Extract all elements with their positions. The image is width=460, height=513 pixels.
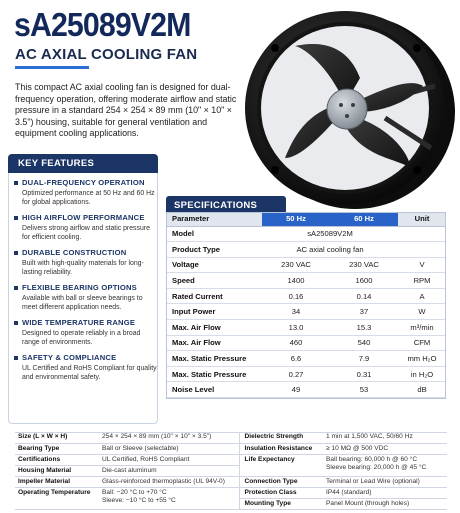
table-row [15,476,447,487]
table-row [166,366,446,382]
detail-value [323,454,447,476]
cell-60hz: 1600 [330,273,398,289]
details-table [15,432,447,510]
feature-item [8,248,158,277]
feature-item [8,318,158,347]
row-label: Noise Level [166,382,262,398]
cell-unit: m³/min [398,320,446,336]
cell-unit: mm H₂O [398,351,446,367]
table-row [166,304,446,320]
detail-value-line: Ball: −20 °C to +70 °C [102,488,167,496]
column-header-unit: Unit [398,212,446,226]
cell-60hz: 540 [330,335,398,351]
feature-text: Delivers strong airflow and static pressure for efficient cooling. [22,225,150,241]
cell-50hz: 49 [262,382,330,398]
detail-value: Glass-reinforced thermoplastic (UL 94V-0) [99,476,239,487]
cell-unit: V [398,257,446,273]
detail-value-line: Ball bearing: 60,000 h @ 60 °C [326,455,418,463]
row-label: Rated Current [166,288,262,304]
table-row [166,273,446,289]
cell-50hz: 0.27 [262,366,330,382]
row-label: Max. Static Pressure [166,351,262,367]
feature-text: Optimized performance at 50 Hz and 60 Hz for global applications. [22,190,155,206]
feature-text: Available with ball or sleeve bearings to meet different application needs. [22,295,143,311]
key-features-list [8,178,158,388]
feature-item [8,353,158,382]
cell-60hz: 7.9 [330,351,398,367]
feature-title: SAFETY & COMPLIANCE [22,353,117,362]
table-row [166,320,446,336]
row-value: AC axial cooling fan [262,242,398,258]
title-underline [15,66,89,69]
cell-50hz: 1400 [262,273,330,289]
detail-value-line: Sleeve bearing: 20,000 h @ 45 °C [326,463,427,471]
table-row [166,242,446,258]
detail-key: Insulation Resistance [239,443,323,454]
table-row [15,443,447,454]
row-value: sA25089V2M [262,226,398,242]
row-label: Speed [166,273,262,289]
feature-title: DUAL-FREQUENCY OPERATION [22,178,145,187]
cell-unit: RPM [398,273,446,289]
feature-title: FLEXIBLE BEARING OPTIONS [22,283,137,292]
detail-value: ≥ 10 MΩ @ 500 VDC [323,443,447,454]
detail-key: Operating Temperature [15,487,99,509]
cell-unit: W [398,304,446,320]
cell-unit: in H₂O [398,366,446,382]
cell-50hz: 6.6 [262,351,330,367]
detail-key: Connection Type [239,476,323,487]
product-subtitle: AC AXIAL COOLING FAN [15,46,198,63]
detail-value: Ball or Sleeve (selectable) [99,443,239,454]
table-row [15,432,447,443]
specifications-heading: SPECIFICATIONS [166,196,286,214]
detail-key: Bearing Type [15,443,99,454]
column-header-50hz: 50 Hz [262,212,330,226]
specifications-table [166,212,446,398]
table-row [166,288,446,304]
row-label: Voltage [166,257,262,273]
detail-key: Life Expectancy [239,454,323,476]
table-row [166,226,446,242]
table-row [15,454,447,465]
row-label: Max. Air Flow [166,335,262,351]
table-row [166,382,446,398]
cell-50hz: 0.16 [262,288,330,304]
column-header-60hz: 60 Hz [330,212,398,226]
detail-value: Panel Mount (through holes) [323,498,447,509]
detail-value: IP44 (standard) [323,487,447,498]
cell-60hz: 0.31 [330,366,398,382]
feature-title: HIGH AIRFLOW PERFORMANCE [22,213,145,222]
cell-unit: CFM [398,335,446,351]
detail-value: 254 × 254 × 89 mm (10" × 10" × 3.5") [99,432,239,443]
cell-unit: dB [398,382,446,398]
table-row [166,351,446,367]
feature-item [8,213,158,242]
feature-text: UL Certified and RoHS Compliant for quality and environmental safety. [22,365,157,381]
detail-key: Housing Material [15,465,99,476]
detail-value [99,487,239,509]
detail-value: 1 min at 1,500 VAC, 50/60 Hz [323,432,447,443]
detail-value: Terminal or Lead Wire (optional) [323,476,447,487]
feature-item [8,178,158,207]
table-row [166,335,446,351]
feature-title: WIDE TEMPERATURE RANGE [22,318,136,327]
cell-50hz: 460 [262,335,330,351]
detail-key: Mounting Type [239,498,323,509]
column-header-parameter: Parameter [166,212,262,226]
feature-text: Built with high-quality materials for long-lasting reliability. [22,260,144,276]
feature-item [8,283,158,312]
detail-value: UL Certified, RoHS Compliant [99,454,239,465]
feature-text: Designed to operate reliably in a broad range of environments. [22,330,141,346]
detail-key: Protection Class [239,487,323,498]
table-row [15,487,447,498]
cell-60hz: 53 [330,382,398,398]
cell-60hz: 230 VAC [330,257,398,273]
cell-50hz: 13.0 [262,320,330,336]
detail-key: Size (L × W × H) [15,432,99,443]
intro-paragraph: This compact AC axial cooling fan is designed for dual-frequency operation, offering moderate airflow and static pressure in a standard 254 × 254 × 89 mm (10" × 10" × 3.5") housing, suitable for general ventilation and equipment cooling applications. [15,82,237,139]
cell-50hz: 34 [262,304,330,320]
detail-value: Die-cast aluminum [99,465,239,476]
detail-key: Dielectric Strength [239,432,323,443]
row-label: Model [166,226,262,242]
cell-60hz: 0.14 [330,288,398,304]
cell-60hz: 37 [330,304,398,320]
row-label: Max. Air Flow [166,320,262,336]
detail-value-line: Sleeve: −10 °C to +55 °C [102,496,176,504]
product-title: sA25089V2M [14,6,191,43]
row-label: Product Type [166,242,262,258]
row-label: Input Power [166,304,262,320]
cell-60hz: 15.3 [330,320,398,336]
cell-unit: A [398,288,446,304]
row-label: Max. Static Pressure [166,366,262,382]
fan-image [235,8,457,214]
key-features-heading: KEY FEATURES [8,154,158,173]
detail-key: Impeller Material [15,476,99,487]
detail-key: Certifications [15,454,99,465]
table-row [166,257,446,273]
feature-title: DURABLE CONSTRUCTION [22,248,127,257]
cell-50hz: 230 VAC [262,257,330,273]
table-header-row [166,212,446,226]
